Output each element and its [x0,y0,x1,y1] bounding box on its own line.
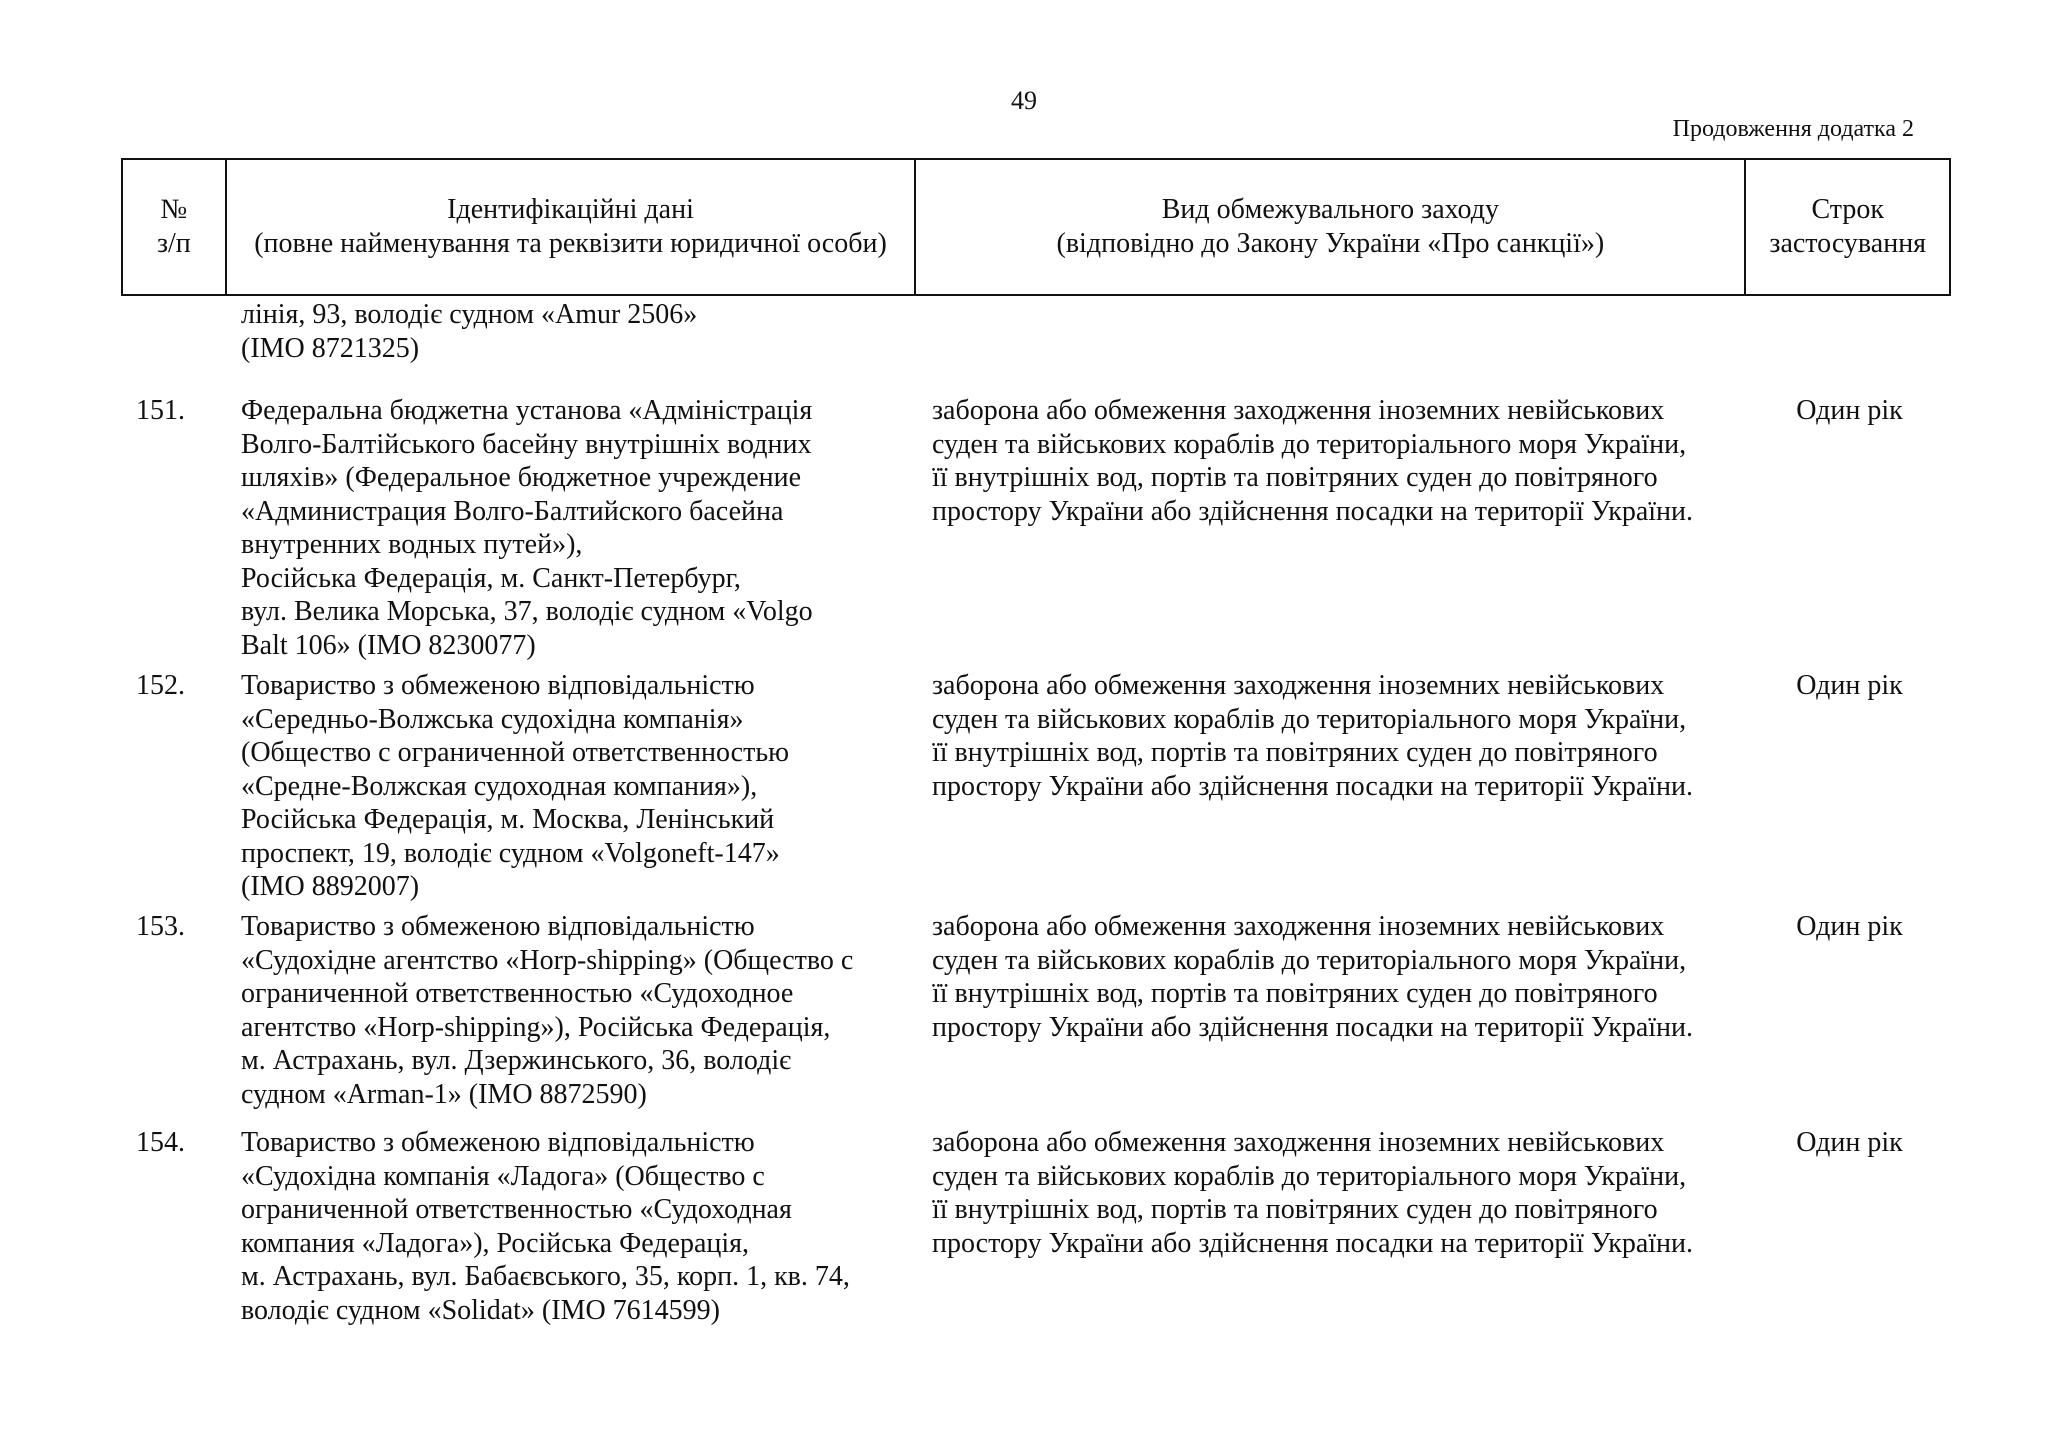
table-row [121,1126,1951,1336]
continuation-label: Продовження додатка 2 [1672,116,1914,142]
row-identification: Товариство з обмеженою відповідальністю «Судохідна компанія «Ладога» (Общество с ограниченной ответственностью «Судоходная компания «Ладога»), Російська Федерація, м. Астрахань, вул. Бабаєвського, 35, корп. 1, кв. 74, володіє судном «Solidat» (IMO 7614599) [241,1127,850,1326]
row-term [1748,298,1951,394]
row-number: 151. [136,395,185,426]
table-row [121,394,1951,669]
table-row [121,298,1951,394]
table-row [121,910,1951,1126]
header-number-cell [123,160,227,294]
header-term-line1: Строк [1811,194,1884,225]
header-identification-line2: (повне найменування та реквізити юридичної особи) [254,228,887,259]
header-measure-cell [916,160,1746,294]
header-identification-line1: Ідентифікаційні дані [447,194,694,225]
header-identification-cell [227,160,916,294]
row-number: 154. [136,1127,185,1158]
row-number: 153. [136,911,185,942]
row-measure: заборона або обмеження заходження іноземних невійськових суден та військових кораблів до територіального моря України, її внутрішніх вод, портів та повітряних суден до повітряного простору України або здійснення посадки на території України. [932,1127,1694,1259]
row-term: Один рік [1796,1127,1903,1158]
header-measure-line2: (відповідно до Закону України «Про санкції») [1056,228,1605,259]
row-identification: Федеральна бюджетна установа «Адміністрація Волго-Балтійського басейну внутрішніх водних шляхів» (Федеральное бюджетное учреждение «Администрация Волго-Балтийского басейна внутренних водных путей»), Російська Федерація, м. Санкт-Петербург, вул. Велика Морська, 37, володіє судном «Volgo Balt 106» (IMO 8230077) [241,395,813,661]
row-identification: лінія, 93, володіє судном «Amur 2506» (IMO 8721325) [241,299,698,364]
row-number: 152. [136,670,185,701]
row-number [121,298,225,394]
row-term: Один рік [1796,911,1903,942]
row-identification: Товариство з обмеженою відповідальністю «Середньо-Волжська судохідна компанія» (Общество с ограниченной ответственностью «Средне-Волжская судоходная компания»), Російська Федерація, м. Москва, Ленінський проспект, 19, володіє судном «Volgoneft-147» (IMO 8892007) [241,670,790,902]
row-measure: заборона або обмеження заходження іноземних невійськових суден та військових кораблів до територіального моря України, її внутрішніх вод, портів та повітряних суден до повітряного простору України або здійснення посадки на території України. [932,670,1694,802]
row-term: Один рік [1796,395,1903,426]
row-identification: Товариство з обмеженою відповідальністю «Судохідне агентство «Horp-shipping» (Общество с ограниченной ответственностью «Судоходное агентство «Horp-shipping»), Російська Федерація, м. Астрахань, вул. Дзержинського, 36, володіє судном «Arman-1» (IMO 8872590) [241,911,854,1110]
header-number-line1: № [160,194,188,225]
header-term-line2: застосування [1769,228,1927,259]
header-number-line2: з/п [156,228,191,259]
header-term-cell [1746,160,1949,294]
table-row [121,669,1951,910]
row-term: Один рік [1796,670,1903,701]
row-measure [916,298,1748,394]
page-number: 49 [1011,86,1037,115]
row-measure: заборона або обмеження заходження іноземних невійськових суден та військових кораблів до територіального моря України, її внутрішніх вод, портів та повітряних суден до повітряного простору України або здійснення посадки на території України. [932,395,1694,527]
row-measure: заборона або обмеження заходження іноземних невійськових суден та військових кораблів до територіального моря України, її внутрішніх вод, портів та повітряних суден до повітряного простору України або здійснення посадки на території України. [932,911,1694,1043]
table-header [121,158,1951,296]
table-body [121,298,1951,1336]
header-measure-line1: Вид обмежувального заходу [1161,194,1499,225]
